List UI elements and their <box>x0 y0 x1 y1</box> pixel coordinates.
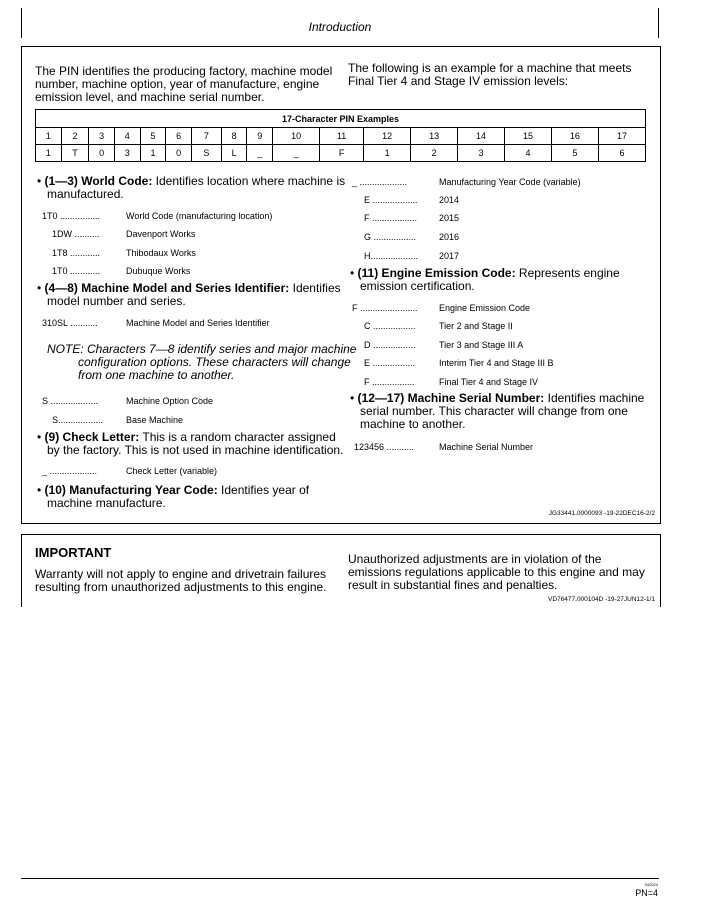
intro-right-text: The following is an example for a machine that meets Final Tier 4 and Stage IV emission levels: <box>348 61 632 88</box>
emission-code: F ....................... <box>352 303 418 313</box>
intro-left-text: The PIN identifies the producing factory, machine model number, machine option, year of manufacture, engine emission level, and machine serial number. <box>35 64 333 104</box>
thibodaux-desc: Thibodaux Works <box>126 248 196 258</box>
year-f-code: F .................. <box>364 213 418 223</box>
check-letter-bullet: • (9) Check Letter: This is a random character assigned by the factory. This is not used in machine identification. <box>37 430 344 457</box>
thibodaux-code: 1T8 ............ <box>52 248 101 258</box>
important-right-text: Unauthorized adjustments are in violation of the emissions regulations applicable to this engine and may result in substantial fines and penalties. <box>348 552 645 592</box>
model-series-desc: Machine Model and Series Identifier <box>126 318 270 328</box>
page-number: PN=4 <box>635 888 658 898</box>
footer-rule <box>21 878 659 879</box>
pin-values-row: 1 T 0 3 1 0 S L _ _ F 1 2 3 4 5 6 <box>36 145 646 162</box>
pin-positions-row: 1 2 3 4 5 6 7 8 9 10 11 12 13 14 15 16 17 <box>36 128 646 145</box>
tier2-desc: Tier 2 and Stage II <box>439 321 513 331</box>
important-heading: IMPORTANT <box>35 545 112 560</box>
davenport-code: 1DW .......... <box>52 229 100 239</box>
base-machine-desc: Base Machine <box>126 415 184 425</box>
check-letter-code: _ ................... <box>42 466 98 476</box>
year-f-desc: 2015 <box>439 213 460 223</box>
interim-tier4-desc: Interim Tier 4 and Stage III B <box>439 358 554 368</box>
dubuque-desc: Dubuque Works <box>126 266 191 276</box>
emission-bullet: • (11) Engine Emission Code: Represents engine emission certification. <box>350 266 620 293</box>
page-header-title: Introduction <box>308 20 372 34</box>
mfg-year-bullet: • (10) Manufacturing Year Code: Identifies year of machine manufacture. <box>37 483 310 510</box>
final-tier4-code: F ................. <box>364 377 415 387</box>
base-machine-code: S.................. <box>52 415 104 425</box>
final-tier4-desc: Final Tier 4 and Stage IV <box>439 377 539 387</box>
year-e-code: E .................. <box>364 195 418 205</box>
year-h-desc: 2017 <box>439 251 460 261</box>
interim-tier4-code: E ................. <box>364 358 416 368</box>
section-reference: JG33441,0000093 -19-22DEC16-2/2 <box>548 510 655 517</box>
year-e-desc: 2014 <box>439 195 460 205</box>
option-desc: Machine Option Code <box>126 396 214 406</box>
year-h-code: H................... <box>364 251 419 261</box>
world-code-row-code: 1T0 ................ <box>42 211 101 221</box>
important-left-text: Warranty will not apply to engine and drivetrain failures resulting from unauthorized adjustments to this engine. <box>35 567 327 594</box>
year-g-code: G ................. <box>364 232 417 242</box>
tier3-desc: Tier 3 and Stage III A <box>439 340 524 350</box>
world-code-row-desc: World Code (manufacturing location) <box>126 211 273 221</box>
mfg-year-code: _ ................... <box>352 177 408 187</box>
tier2-code: C ................. <box>364 321 416 331</box>
check-letter-desc: Check Letter (variable) <box>126 466 218 476</box>
model-note: NOTE: Characters 7—8 identify series and major machine configuration options. These characters will change from one machine to another. <box>47 342 357 382</box>
footer-code: 042024 <box>644 882 658 887</box>
model-series-code: 310SL ........... <box>42 318 98 328</box>
serial-bullet: • (12—17) Machine Serial Number: Identifies machine serial number. This character will change from one machine to another. <box>350 391 645 431</box>
pin-table-caption: 17-Character PIN Examples <box>36 110 646 128</box>
option-code: S ................... <box>42 396 99 406</box>
model-series-bullet: • (4—8) Machine Model and Series Identifier: Identifies model number and series. <box>37 281 341 308</box>
davenport-desc: Davenport Works <box>126 229 196 239</box>
dubuque-code: 1T0 ............ <box>52 266 101 276</box>
world-code-bullet: • (1—3) World Code: Identifies location where machine is manufactured. <box>37 174 346 201</box>
tier3-code: D ................. <box>364 340 416 350</box>
serial-code: 123456 ........... <box>354 442 415 452</box>
serial-desc: Machine Serial Number <box>439 442 534 452</box>
mfg-year-desc: Manufacturing Year Code (variable) <box>439 177 581 187</box>
important-reference: VD76477,000104D -19-27JUN12-1/1 <box>548 596 655 603</box>
year-g-desc: 2016 <box>439 232 460 242</box>
pin-examples-table <box>35 109 646 162</box>
emission-desc: Engine Emission Code <box>439 303 531 313</box>
